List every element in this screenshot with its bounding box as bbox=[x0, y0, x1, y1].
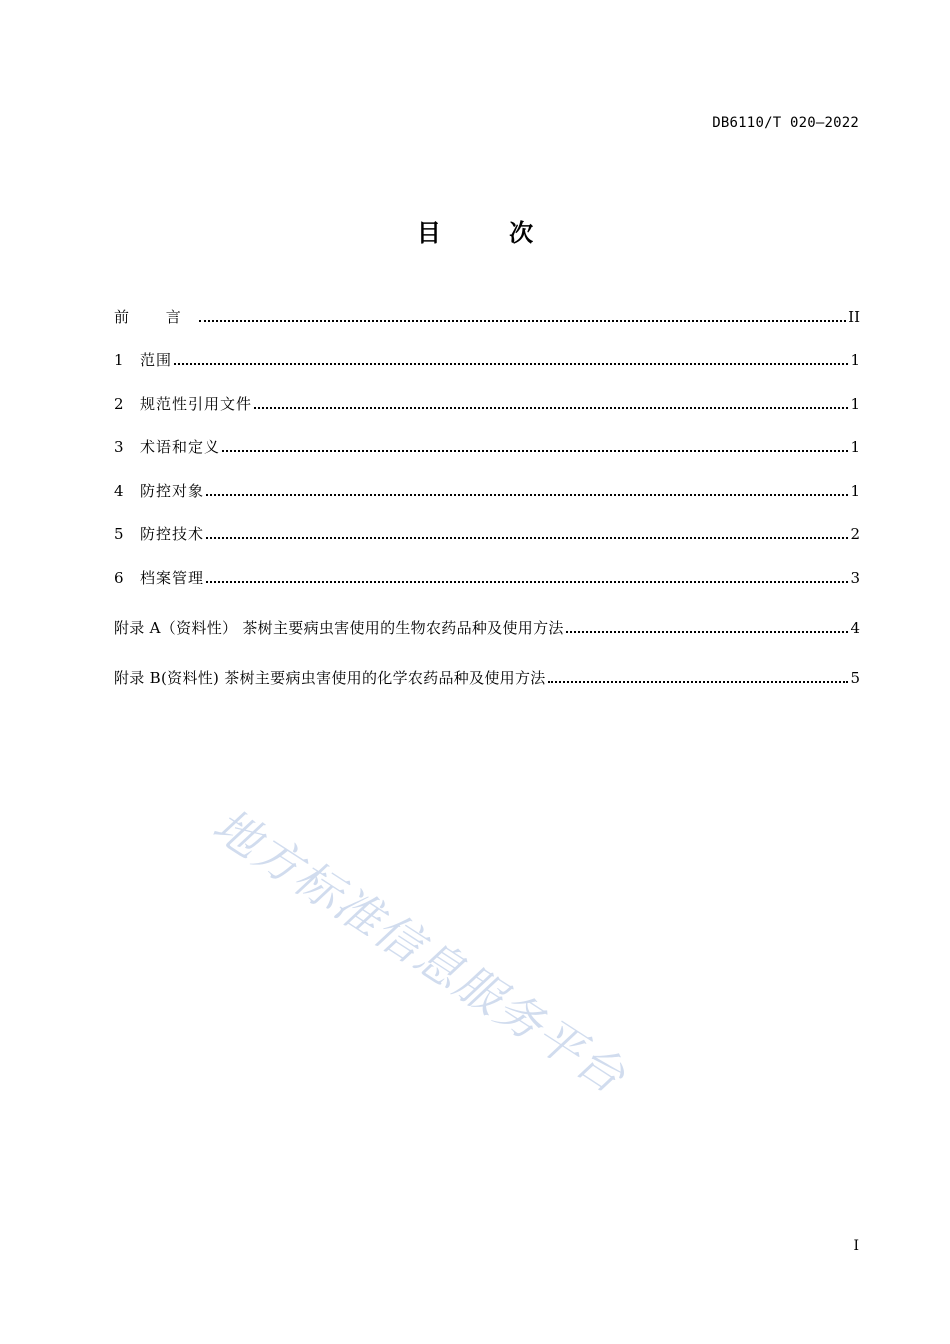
toc-entry-title: 术语和定义 bbox=[140, 438, 221, 456]
toc-entry-title: 防控对象 bbox=[140, 482, 205, 500]
toc-entry-page: 2 bbox=[850, 525, 860, 543]
toc-entry-page: II bbox=[848, 308, 860, 326]
toc-leader-dots bbox=[548, 681, 849, 683]
toc-entry-number: 6 bbox=[114, 569, 124, 587]
toc-title: 目 次 bbox=[416, 219, 564, 247]
page-number: I bbox=[853, 1238, 859, 1254]
toc-entry-number: 1 bbox=[114, 351, 124, 369]
toc-leader-dots bbox=[174, 363, 848, 365]
toc-entry-control-objects[interactable] bbox=[114, 481, 860, 501]
toc-entry-title: 档案管理 bbox=[140, 569, 205, 587]
toc-entry-number: 4 bbox=[114, 482, 124, 500]
toc-entry-title: 附录 A（资料性） 茶树主要病虫害使用的生物农药品种及使用方法 bbox=[114, 619, 564, 637]
toc-entry-appendix-b[interactable] bbox=[114, 668, 860, 688]
toc-entry-title: 前 言 bbox=[114, 308, 197, 326]
toc-leader-dots bbox=[254, 407, 848, 409]
toc-leader-dots bbox=[206, 494, 848, 496]
toc-entry-normative-references[interactable] bbox=[114, 394, 860, 414]
toc-entry-foreword[interactable] bbox=[114, 307, 860, 327]
toc-entry-page: 5 bbox=[850, 669, 860, 687]
toc-entry-page: 3 bbox=[850, 569, 860, 587]
toc-entry-title: 规范性引用文件 bbox=[140, 395, 253, 413]
toc-entry-page: 1 bbox=[850, 482, 860, 500]
toc-entry-title: 防控技术 bbox=[140, 525, 205, 543]
toc-leader-dots bbox=[206, 581, 848, 583]
document-code: DB6110/T 020—2022 bbox=[712, 115, 859, 131]
toc-entry-number: 3 bbox=[114, 438, 124, 456]
toc-entry-scope[interactable] bbox=[114, 350, 860, 370]
toc-entry-record-management[interactable] bbox=[114, 568, 860, 588]
toc-entry-control-techniques[interactable] bbox=[114, 524, 860, 544]
toc-entry-appendix-a[interactable] bbox=[114, 618, 860, 638]
toc-entry-page: 1 bbox=[850, 351, 860, 369]
toc-entry-page: 4 bbox=[850, 619, 860, 637]
toc-leader-dots bbox=[199, 320, 846, 322]
watermark: 地方标准信息服务平台 bbox=[203, 797, 636, 1105]
toc-leader-dots bbox=[206, 537, 848, 539]
toc-leader-dots bbox=[566, 631, 849, 633]
toc-entry-title: 范围 bbox=[140, 351, 173, 369]
toc-entry-number: 2 bbox=[114, 395, 124, 413]
toc-entry-terms-definitions[interactable] bbox=[114, 437, 860, 457]
toc-entry-page: 1 bbox=[850, 395, 860, 413]
toc-entry-number: 5 bbox=[114, 525, 124, 543]
toc-entry-title: 附录 B(资料性) 茶树主要病虫害使用的化学农药品种及使用方法 bbox=[114, 669, 546, 687]
toc-leader-dots bbox=[222, 450, 848, 452]
toc-entry-page: 1 bbox=[850, 438, 860, 456]
